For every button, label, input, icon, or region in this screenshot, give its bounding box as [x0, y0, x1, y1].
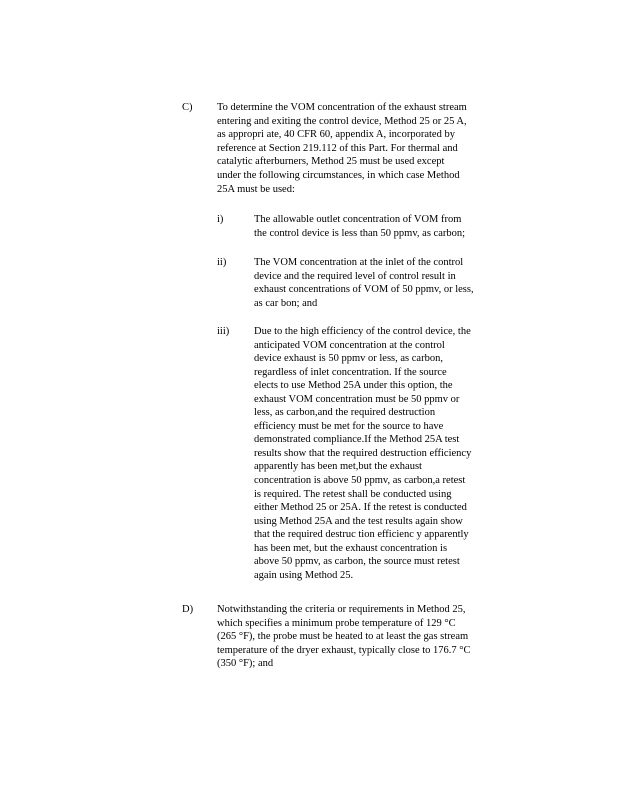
paragraph-line: 25A must be used: [217, 183, 295, 195]
section-d-paragraph [217, 603, 503, 671]
item-ii-label: ii) [217, 257, 227, 268]
paragraph-line: the control device is less than 50 ppmv, as carbon; [254, 227, 466, 239]
paragraph-line: (265 °F), the probe must be heated to at least the gas stream [217, 631, 469, 643]
paragraph-line: apparently has been met,but the exhaust [254, 461, 422, 473]
paragraph-line: device and the required level of control result in [254, 270, 456, 282]
paragraph-line: which specifies a minimum probe temperature of 129 °C [217, 617, 456, 629]
paragraph-line: anticipated VOM concentration at the control [254, 339, 445, 351]
paragraph-line: again using Method 25. [254, 569, 354, 581]
paragraph-line: elects to use Method 25A under this option, the [254, 380, 453, 392]
section-c-label: C) [182, 102, 193, 113]
paragraph-line: The allowable outlet concentration of VOM from [254, 214, 462, 225]
paragraph-line: Notwithstanding the criteria or requirements in Method 25, [217, 604, 466, 615]
paragraph-line: Due to the high efficiency of the control device, the [254, 326, 471, 337]
paragraph-line: catalytic afterburners, Method 25 must be used except [217, 156, 445, 168]
paragraph-line: as appropri ate, 40 CFR 60, appendix A, incorporated by [217, 129, 455, 141]
paragraph-line: regardless of inlet concentration. If the source [254, 366, 447, 378]
paragraph-line: less, as carbon,and the required destruction [254, 407, 436, 419]
item-i-label: i) [217, 214, 224, 225]
paragraph-line: To determine the VOM concentration of the exhaust stream [217, 102, 467, 113]
section-d-label: D) [182, 604, 194, 615]
paragraph-line: device exhaust is 50 ppmv or less, as carbon, [254, 353, 443, 365]
paragraph-line: as car bon; and [254, 297, 318, 309]
paragraph-line: either Method 25 or 25A. If the retest is conducted [254, 502, 467, 514]
section-c-paragraph [217, 101, 501, 196]
paragraph-line: that the required destruc tion efficienc y apparently [254, 529, 469, 541]
paragraph-line: has been met, but the exhaust concentration is [254, 542, 448, 554]
paragraph-line: (350 °F); and [217, 658, 274, 670]
item-iii-label: iii) [217, 326, 230, 337]
item-ii-paragraph [254, 256, 502, 310]
paragraph-line: The VOM concentration at the inlet of the control [254, 257, 464, 268]
paragraph-line: temperature of the dryer exhaust, typically close to 176.7 °C [217, 644, 471, 656]
paragraph-line: reference at Section 219.112 of this Part. For thermal and [217, 142, 458, 154]
paragraph-line: results show that the required destruction efficiency [254, 447, 472, 459]
paragraph-line: efficiency must be met for the source to have [254, 420, 444, 432]
paragraph-line: entering and exiting the control device, Method 25 or 25 A, [217, 115, 467, 127]
paragraph-line: demonstrated compliance.If the Method 25A test [254, 434, 460, 446]
paragraph-line: is required. The retest shall be conducted using [254, 488, 452, 500]
paragraph-line: exhaust concentrations of VOM of 50 ppmv, or less, [254, 284, 474, 296]
paragraph-line: using Method 25A and the test results again show [254, 515, 463, 527]
paragraph-line: under the following circumstances, in which case Method [217, 169, 460, 181]
item-iii-paragraph [254, 325, 502, 582]
paragraph-line: exhaust VOM concentration must be 50 ppmv or [254, 393, 460, 405]
item-i-paragraph [254, 213, 502, 240]
paragraph-line: concentration is above 50 ppmv, as carbon,a retest [254, 475, 466, 487]
paragraph-line: above 50 ppmv, as carbon, the source must retest [254, 556, 460, 568]
